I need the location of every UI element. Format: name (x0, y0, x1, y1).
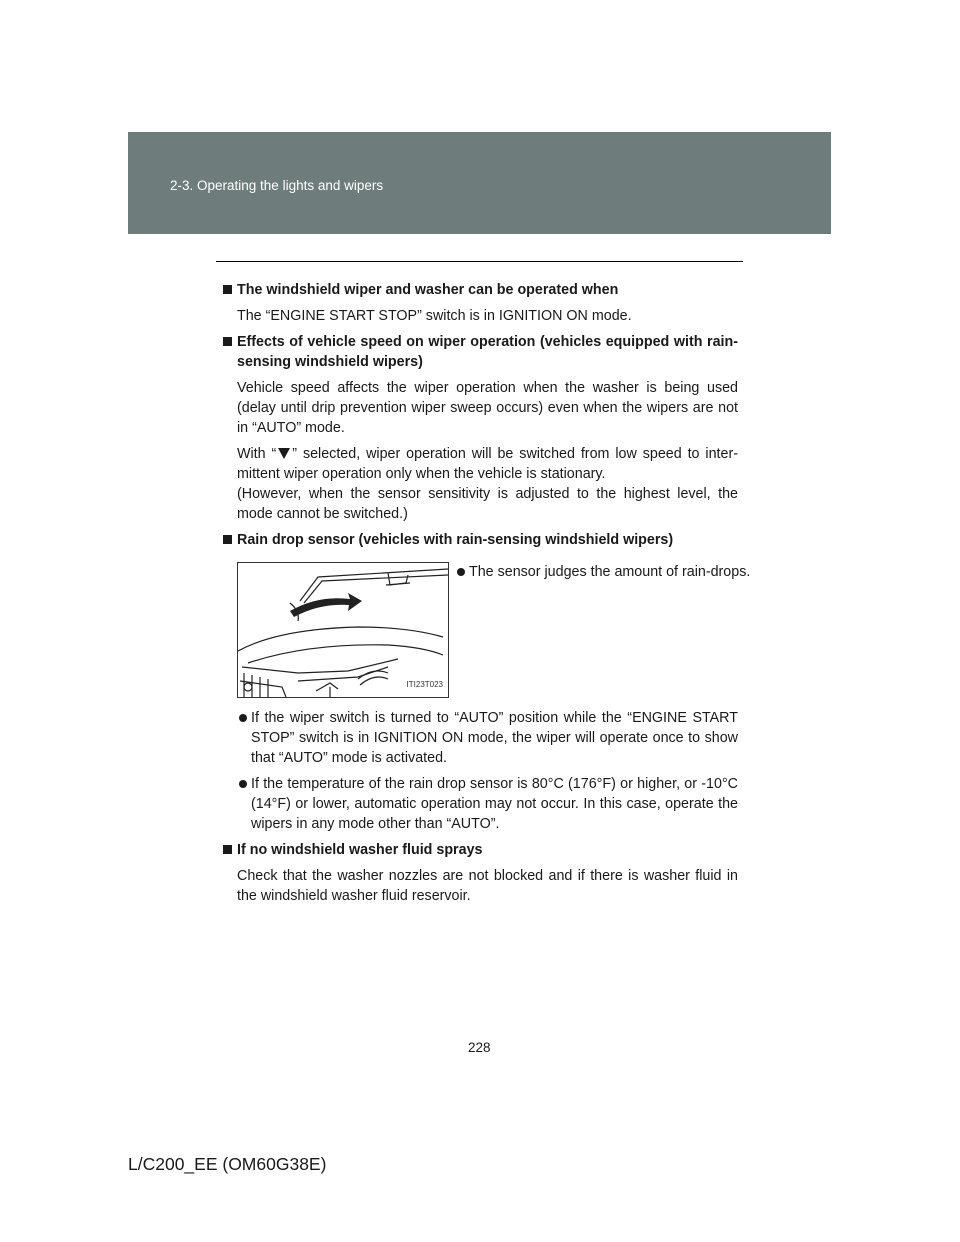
paragraph: Check that the washer nozzles are not blocked and if there is washer fluid in the windshield washer fluid reservoir. (237, 868, 738, 904)
round-bullet-icon (239, 714, 247, 722)
paragraph: Vehicle speed affects the wiper operation when the washer is being used (delay until drip prevention wiper sweep occurs) even when the wipers are not in “AUTO” mode. (237, 380, 738, 436)
topic-heading: If no windshield washer fluid sprays (223, 840, 738, 860)
square-bullet-icon (223, 845, 232, 854)
square-bullet-icon (223, 285, 232, 294)
topic-heading: Effects of vehicle speed on wiper operation (vehicles equipped with rain-sensing windshield wipers) (223, 332, 738, 372)
paragraph: (However, when the sensor sensitivity is adjusted to the highest level, the mode cannot be switched.) (237, 486, 738, 522)
list-item: If the wiper switch is turned to “AUTO” position while the “ENGINE START STOP” switch is in IGNITION ON mode, the wiper will operate once to show that “AUTO” mode is activated. (223, 708, 738, 768)
section-title: 2-3. Operating the lights and wipers (170, 178, 384, 193)
paragraph: With “ ” selected, wiper operation will be switched from low speed to inter-mittent wiper operation only when the vehicle is stationary. (237, 446, 738, 482)
figure-row (223, 562, 751, 698)
page-number: 228 (468, 1040, 491, 1055)
list-item: If the temperature of the rain drop sensor is 80°C (176°F) or higher, or -10°C (14°F) or lower, automatic operation may not occur. In this case, operate the wipers in any mode other than “AUTO”. (223, 774, 738, 834)
model-code: L/C200_EE (OM60G38E) (128, 1154, 327, 1174)
figure-caption-bullet: The sensor judges the amount of rain-drops. (455, 562, 751, 582)
round-bullet-icon (239, 780, 247, 788)
paragraph: The “ENGINE START STOP” switch is in IGNITION ON mode. (237, 308, 632, 324)
header-band (128, 132, 831, 234)
divider (216, 261, 743, 262)
topic-heading: Rain drop sensor (vehicles with rain-sensing windshield wipers) (223, 530, 738, 550)
square-bullet-icon (223, 535, 232, 544)
down-triangle-icon (278, 448, 290, 459)
round-bullet-icon (457, 568, 465, 576)
figure-code: ITI23T023 (406, 680, 443, 689)
square-bullet-icon (223, 337, 232, 346)
content (223, 280, 751, 912)
rain-sensor-illustration (237, 562, 449, 698)
topic-heading: The windshield wiper and washer can be operated when (223, 280, 738, 300)
